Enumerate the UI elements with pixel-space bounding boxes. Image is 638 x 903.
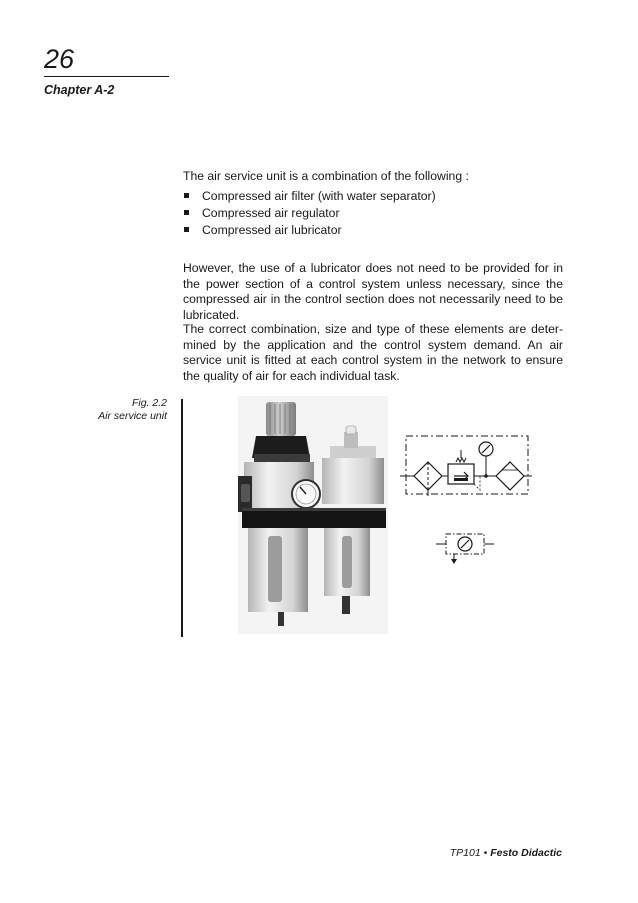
gauge-symbol-icon (479, 442, 493, 478)
filter-symbol-icon (414, 462, 442, 496)
figure-title: Air service unit (98, 410, 167, 422)
air-service-unit-photo (238, 396, 388, 634)
list-item (183, 222, 563, 239)
bullet-icon (184, 227, 189, 232)
list-item (183, 188, 563, 205)
list-item-text: Compressed air lubricator (202, 222, 342, 237)
combination-paragraph: The correct combination, size and type of these elements are determined by the application and the control system demand. An air service unit is fitted at each control system in the network to ensure the quality of air for each individual task. (183, 322, 563, 383)
footer (450, 847, 562, 859)
figure-number: Fig. 2.2 (131, 397, 167, 409)
lubricator-symbol-icon (496, 462, 524, 490)
figure-rule (181, 399, 183, 637)
air-service-unit-detailed-symbol (400, 432, 532, 502)
bullet-icon (184, 210, 189, 215)
intro-text: The air service unit is a combination of the following : (183, 169, 469, 183)
chapter-title: Chapter A-2 (44, 83, 115, 97)
header-rule (44, 76, 169, 77)
list-item-text: Compressed air filter (with water separator) (202, 189, 436, 203)
footer-brand: Festo Didactic (490, 847, 562, 859)
component-list (183, 188, 563, 238)
air-service-unit-simplified-symbol (436, 530, 494, 566)
figure-caption (98, 397, 167, 423)
page-number: 26 (44, 44, 75, 74)
list-item-text: Compressed air regulator (202, 205, 340, 220)
list-item (183, 205, 563, 222)
regulator-symbol-icon (448, 450, 480, 490)
lubricator-paragraph: However, the use of a lubricator does not need to be provided for in the power section of a control system unless necessary, since the compressed air in the control section does not necessarily need to be lubricated. (183, 261, 563, 322)
bullet-icon (184, 193, 189, 198)
footer-product: TP101 (449, 847, 481, 859)
footer-separator: • (483, 847, 488, 859)
